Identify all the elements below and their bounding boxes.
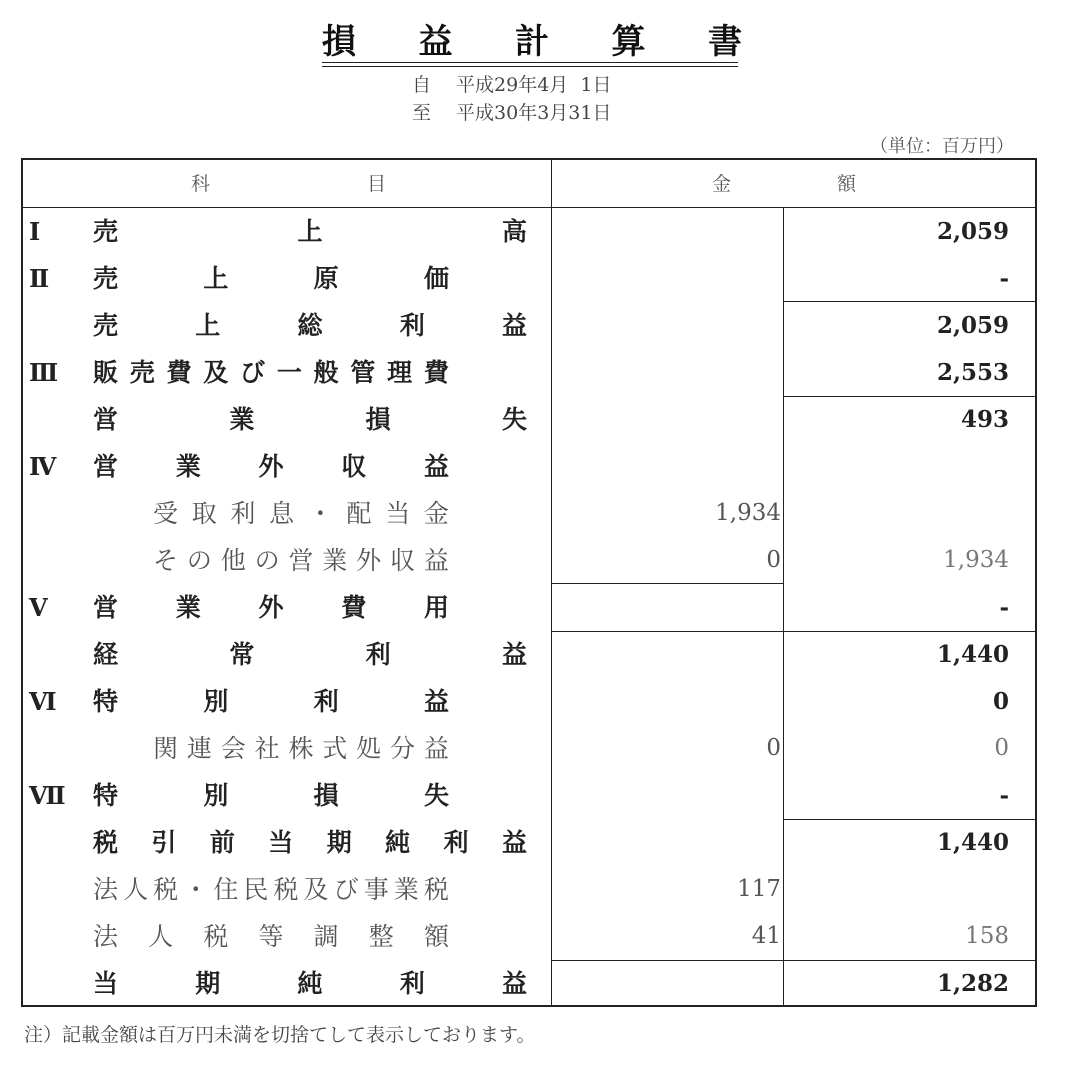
row-label-char: 取 — [191, 499, 217, 528]
row-label-char: 額 — [423, 922, 449, 951]
table-row — [23, 584, 1035, 631]
row-label-char: ・ — [307, 499, 333, 528]
row-label-char: 調 — [313, 922, 339, 951]
header-amount — [552, 160, 1035, 208]
detail-amount: 1,934 — [715, 500, 781, 526]
table-row — [23, 208, 1035, 255]
row-label-char: 関 — [153, 734, 179, 763]
table-row — [23, 443, 1035, 490]
row-label — [93, 584, 449, 631]
footnote: 注）記載金額は百万円未満を切捨てして表示しております。 — [24, 1024, 536, 1046]
row-label — [93, 913, 449, 960]
row-label-char: 管 — [350, 358, 376, 387]
row-label-char: 益 — [423, 734, 449, 763]
row-label-char: 売 — [93, 217, 119, 246]
row-label-char: 収 — [341, 452, 367, 481]
section-numeral: Ⅱ — [29, 264, 50, 293]
title-underline-double — [322, 66, 738, 67]
row-label-char: 益 — [423, 452, 449, 481]
total-amount: 158 — [965, 923, 1009, 949]
row-label-char: 等 — [258, 922, 284, 951]
table-row — [23, 396, 1035, 443]
row-label-char: 当 — [385, 499, 411, 528]
header-item-char-2: 目 — [367, 173, 387, 195]
row-label-char: 売 — [93, 311, 119, 340]
row-label-char: 整 — [368, 922, 394, 951]
row-label-char: 利 — [313, 687, 339, 716]
row-label-char: 純 — [385, 828, 411, 857]
table-row — [23, 913, 1035, 960]
row-label-char: 総 — [297, 311, 323, 340]
row-label-char: 理 — [387, 358, 413, 387]
row-label-char: 利 — [399, 311, 425, 340]
row-label — [153, 537, 449, 584]
title-char: 算 — [611, 22, 646, 62]
row-label-char: 益 — [501, 640, 527, 669]
row-label-char: 利 — [230, 499, 256, 528]
row-label-char: 益 — [501, 311, 527, 340]
row-label-char: 高 — [501, 217, 527, 246]
row-label-char: 住 — [213, 875, 239, 904]
row-label-char: 益 — [501, 969, 527, 998]
row-label-char: 販 — [93, 358, 119, 387]
row-label-char: 経 — [93, 640, 119, 669]
total-amount: 2,553 — [936, 359, 1009, 386]
row-label-char: 特 — [93, 781, 119, 810]
detail-amount: 117 — [737, 876, 781, 902]
total-amount: 1,934 — [943, 547, 1009, 573]
row-label-char: 人 — [148, 922, 174, 951]
row-label-char: 事 — [363, 875, 389, 904]
row-label-char: 外 — [356, 546, 382, 575]
row-label-char: 当 — [93, 969, 119, 998]
table-row — [23, 631, 1035, 678]
row-label-char: 法 — [93, 875, 119, 904]
total-amount: - — [999, 265, 1009, 292]
row-label-char: 収 — [390, 546, 416, 575]
row-label — [93, 255, 449, 302]
row-label-char: 営 — [93, 405, 119, 434]
row-label — [153, 490, 449, 537]
row-label-char: 費 — [341, 593, 367, 622]
detail-amount: 0 — [766, 547, 781, 573]
row-label-char: 業 — [393, 875, 419, 904]
row-label — [153, 725, 449, 772]
row-label-char: 般 — [313, 358, 339, 387]
section-numeral: Ⅵ — [29, 687, 57, 716]
table-row — [23, 537, 1035, 584]
row-label-char: 税 — [273, 875, 299, 904]
period-from: 自 平成29年4月 1日 — [412, 74, 612, 96]
row-label-char: 業 — [175, 452, 201, 481]
row-label-char: 利 — [399, 969, 425, 998]
total-amount: 1,282 — [936, 970, 1009, 997]
row-label-char: 前 — [209, 828, 235, 857]
title-char: 益 — [418, 22, 453, 62]
row-label-char: の — [254, 546, 280, 575]
row-label-char: 一 — [276, 358, 302, 387]
total-amount: 2,059 — [936, 312, 1009, 339]
table-row — [23, 960, 1035, 1007]
row-label-char: 受 — [153, 499, 179, 528]
row-label-char: 利 — [443, 828, 469, 857]
row-label-char: 純 — [297, 969, 323, 998]
row-label-char: 会 — [220, 734, 246, 763]
row-label-char: 外 — [258, 593, 284, 622]
row-label-char: 及 — [203, 358, 229, 387]
table-row — [23, 302, 1035, 349]
table-row — [23, 819, 1035, 866]
total-amount: 1,440 — [936, 829, 1009, 856]
table-row — [23, 255, 1035, 302]
row-label-char: 外 — [258, 452, 284, 481]
row-label-char: 期 — [326, 828, 352, 857]
row-label-char: 営 — [288, 546, 314, 575]
row-label — [93, 772, 449, 819]
header-amount-char-2: 額 — [837, 173, 857, 195]
row-label-char: 税 — [153, 875, 179, 904]
row-label-char: 業 — [175, 593, 201, 622]
total-amount: 0 — [994, 735, 1009, 761]
period-to: 至 平成30年3月31日 — [412, 102, 612, 124]
unit-label: （単位：百万円） — [870, 136, 1014, 157]
title-underline — [322, 62, 738, 63]
row-label-char: 原 — [313, 264, 339, 293]
row-label-char: の — [186, 546, 212, 575]
row-label-char: 民 — [243, 875, 269, 904]
title-char: 計 — [515, 22, 549, 62]
total-amount: 0 — [992, 688, 1009, 715]
row-label-char: 上 — [297, 217, 323, 246]
total-amount: - — [999, 782, 1009, 809]
row-label-char: 別 — [203, 687, 229, 716]
total-amount: 2,059 — [936, 218, 1009, 245]
row-label — [93, 208, 527, 255]
row-label-char: 税 — [93, 828, 119, 857]
row-label-char: 上 — [195, 311, 221, 340]
row-label-char: 営 — [93, 593, 119, 622]
detail-amount: 0 — [766, 735, 781, 761]
row-label-char: 引 — [151, 828, 177, 857]
row-label-char: 処 — [356, 734, 382, 763]
row-label-char: 税 — [423, 875, 449, 904]
row-label-char: 利 — [365, 640, 391, 669]
row-label — [93, 960, 527, 1007]
row-label-char: び — [240, 358, 266, 387]
table-row — [23, 725, 1035, 772]
row-label-char: 上 — [203, 264, 229, 293]
row-label-char: 税 — [203, 922, 229, 951]
row-label — [93, 866, 449, 913]
row-label-char: 業 — [229, 405, 255, 434]
row-label — [93, 631, 527, 678]
row-label-char: 式 — [322, 734, 348, 763]
row-label-char: 人 — [123, 875, 149, 904]
row-label-char: 価 — [423, 264, 449, 293]
row-label-char: 費 — [166, 358, 192, 387]
row-label — [93, 396, 527, 443]
row-label-char: 失 — [501, 405, 527, 434]
row-label — [93, 819, 527, 866]
row-label-char: 常 — [229, 640, 255, 669]
title-char: 損 — [322, 22, 356, 62]
row-label-char: 損 — [313, 781, 339, 810]
row-label-char: そ — [153, 546, 179, 575]
row-label — [93, 678, 449, 725]
table-row — [23, 772, 1035, 819]
row-label-char: 連 — [186, 734, 212, 763]
row-label-char: び — [333, 875, 359, 904]
row-label-char: 売 — [93, 264, 119, 293]
row-label-char: 用 — [423, 593, 449, 622]
row-label-char: 益 — [423, 687, 449, 716]
row-label — [93, 349, 449, 396]
total-amount: 1,440 — [936, 641, 1009, 668]
row-label-char: 息 — [269, 499, 295, 528]
row-label-char: ・ — [183, 875, 209, 904]
row-label-char: 特 — [93, 687, 119, 716]
section-numeral: Ⅰ — [29, 217, 41, 246]
title-char: 書 — [708, 22, 742, 62]
row-label-char: 配 — [346, 499, 372, 528]
row-label-char: 期 — [195, 969, 221, 998]
row-label-char: 分 — [390, 734, 416, 763]
total-amount: 493 — [960, 406, 1009, 433]
row-label-char: 損 — [365, 405, 391, 434]
document-title — [322, 22, 742, 62]
section-numeral: Ⅳ — [29, 452, 57, 481]
table-row — [23, 349, 1035, 396]
detail-amount: 41 — [751, 923, 781, 949]
row-label-char: 業 — [322, 546, 348, 575]
table-row — [23, 490, 1035, 537]
section-numeral: Ⅴ — [29, 593, 48, 622]
row-label-char: 費 — [423, 358, 449, 387]
table-row — [23, 678, 1035, 725]
row-label-char: 益 — [501, 828, 527, 857]
row-label — [93, 302, 527, 349]
row-label-char: 失 — [423, 781, 449, 810]
section-numeral: Ⅲ — [29, 358, 59, 387]
row-label-char: 及 — [303, 875, 329, 904]
income-statement-table — [21, 158, 1037, 1007]
header-amount-char-1: 金 — [712, 173, 732, 195]
header-item — [23, 160, 552, 208]
row-label — [93, 443, 449, 490]
row-label-char: 株 — [288, 734, 314, 763]
row-label-char: 社 — [254, 734, 280, 763]
row-label-char: 法 — [93, 922, 119, 951]
row-label-char: 売 — [129, 358, 155, 387]
row-label-char: 他 — [220, 546, 246, 575]
header-item-char-1: 科 — [191, 173, 211, 195]
total-amount: - — [999, 594, 1009, 621]
table-row — [23, 866, 1035, 913]
row-label-char: 別 — [203, 781, 229, 810]
row-label-char: 益 — [423, 546, 449, 575]
row-label-char: 当 — [268, 828, 294, 857]
row-label-char: 営 — [93, 452, 119, 481]
row-label-char: 金 — [423, 499, 449, 528]
section-numeral: Ⅶ — [29, 781, 66, 810]
